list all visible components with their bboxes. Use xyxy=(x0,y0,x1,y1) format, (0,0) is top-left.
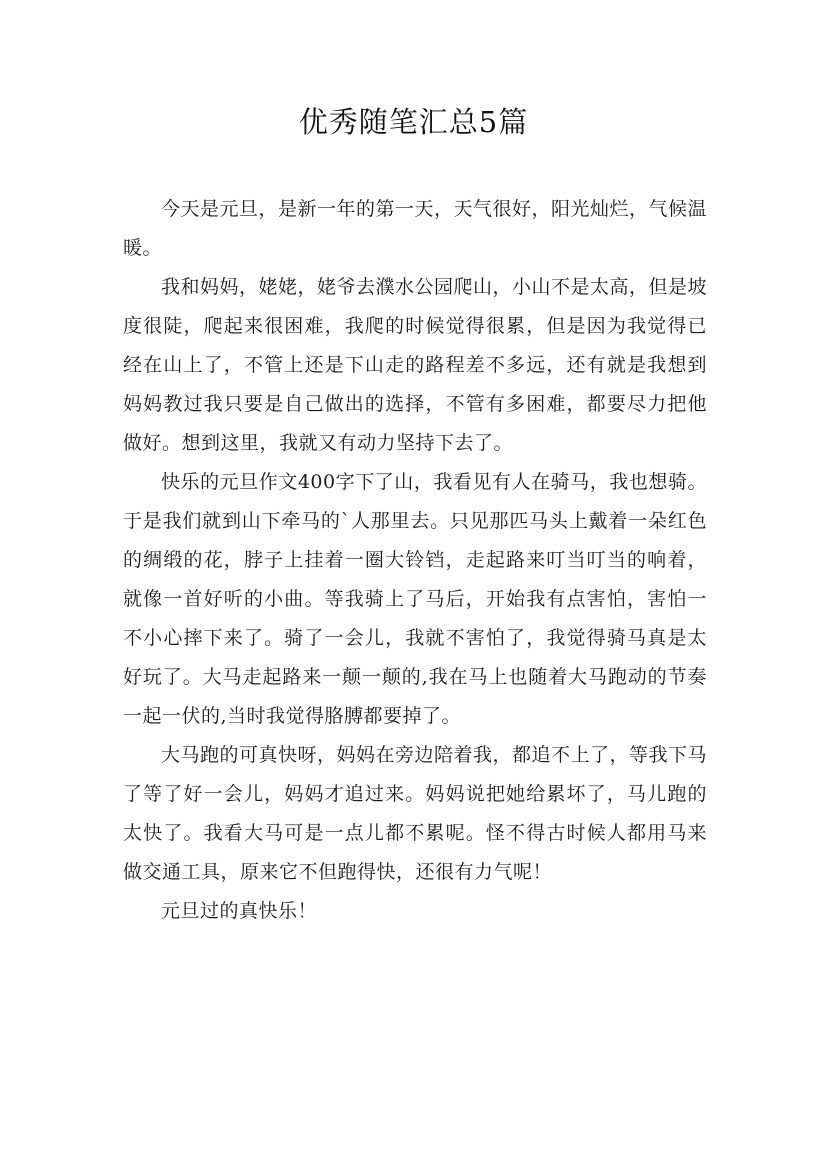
document-body xyxy=(123,190,707,931)
document-title: 优秀随笔汇总5篇 xyxy=(298,105,529,139)
paragraph-4: 大马跑的可真快呀，妈妈在旁边陪着我，都追不上了，等我下马了等了好一会儿，妈妈才追过来。妈妈说把她给累坏了，马儿跑的太快了。我看大马可是一点儿都不累呢。怪不得古时候人都用马来做交通工具，原来它不但跑得快，还很有力气呢！ xyxy=(123,744,708,883)
paragraph-5: 元旦过的真快乐！ xyxy=(161,900,318,922)
paragraph-3: 快乐的元旦作文400字下了山，我看见有人在骑马，我也想骑。于是我们就到山下牵马的`人那里去。只见那匹马头上戴着一朵红色的绸缎的花，脖子上挂着一圈大铃铛，走起路来叮当叮当的响着，就像一首好听的小曲。等我骑上了马后，开始我有点害怕，害怕一不小心摔下来了。骑了一会儿，我就不害怕了，我觉得骑马真是太好玩了。大马走起路来一颠一颠的,我在马上也随着大马跑动的节奏一起一伏的,当时我觉得胳膊都要掉了。 xyxy=(123,471,707,727)
paragraph-2: 我和妈妈，姥姥，姥爷去濮水公园爬山，小山不是太高，但是坡度很陡，爬起来很困难，我爬的时候觉得很累，但是因为我觉得已经在山上了，不管上还是下山走的路程差不多远，还有就是我想到妈妈教过我只要是自己做出的选择，不管有多困难，都要尽力把他做好。想到这里，我就又有动力坚持下去了。 xyxy=(123,276,708,454)
paragraph-1: 今天是元旦，是新一年的第一天，天气很好，阳光灿烂，气候温暖。 xyxy=(123,198,708,259)
